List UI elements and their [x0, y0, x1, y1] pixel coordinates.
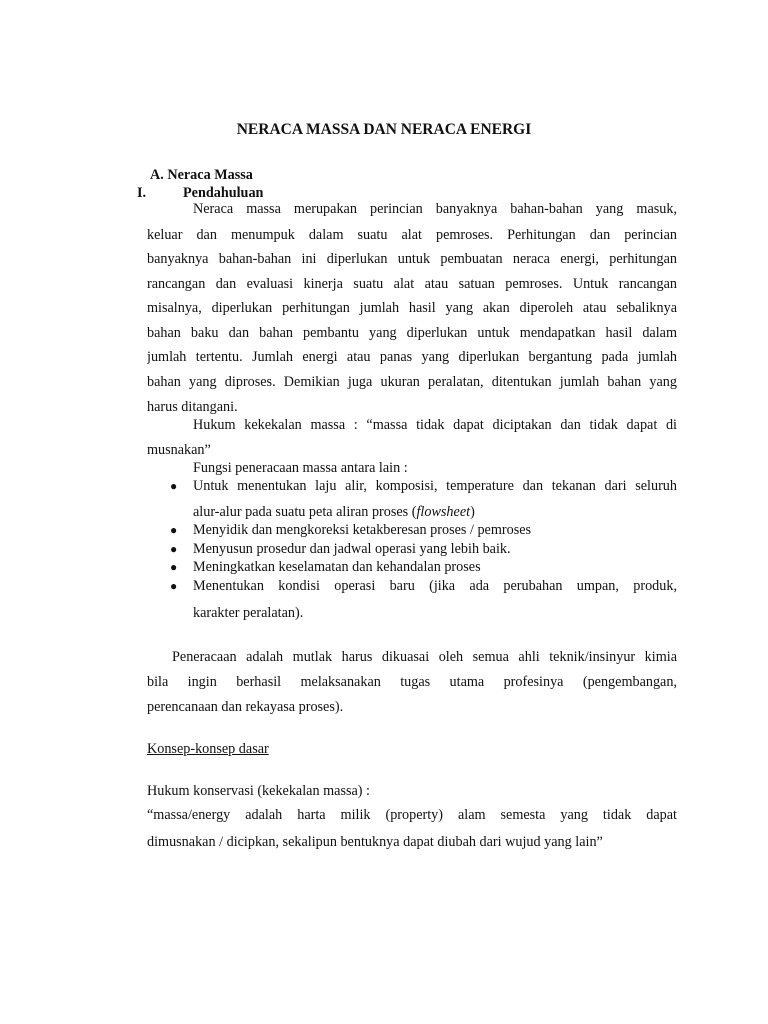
para2-line: Peneracaan adalah mutlak harus dikuasai oleh semua ahli teknik/insinyur kimia	[172, 649, 677, 665]
intro-line: rancangan dan evaluasi kinerja suatu alat atau satuan pemroses. Untuk rancangan	[147, 276, 677, 292]
intro-line: bahan baku dan bahan pembantu yang diperlukan untuk mendapatkan hasil dalam	[147, 325, 677, 341]
intro-line: harus ditangani.	[147, 399, 238, 415]
bullet-item: Menentukan kondisi operasi baru (jika ada perubahan umpan, produk,	[193, 578, 677, 594]
intro-line: keluar dan menumpuk dalam suatu alat pemroses. Perhitungan dan perincian	[147, 227, 677, 243]
bullet-item: Menyidik dan mengkoreksi ketakberesan proses / pemroses	[193, 522, 532, 538]
intro-line: misalnya, diperlukan perhitungan jumlah hasil yang akan diperoleh atau sebaliknya	[147, 300, 677, 316]
para2-line: bila ingin berhasil melaksanakan tugas utama profesinya (pengembangan,	[147, 674, 677, 690]
bullet-item-continuation: alur-alur pada suatu peta aliran proses (flowsheet)	[193, 504, 475, 520]
section-a-heading: A. Neraca Massa	[150, 167, 253, 183]
bullet-item: Menyusun prosedur dan jadwal operasi yang lebih baik.	[193, 541, 511, 557]
concepts-heading: Konsep-konsep dasar	[147, 741, 269, 757]
intro-line: bahan yang diproses. Demikian juga ukuran peralatan, ditentukan jumlah bahan yang	[147, 374, 677, 390]
flowsheet-term: flowsheet	[416, 504, 471, 520]
intro-line: banyaknya bahan-bahan ini diperlukan untuk pembuatan neraca energi, perhitungan	[147, 251, 677, 267]
conservation-heading: Hukum konservasi (kekekalan massa) :	[147, 783, 370, 799]
conservation-line: dimusnakan / dicipkan, sekalipun bentuknya dapat diubah dari wujud yang lain”	[147, 834, 603, 850]
para2-line: perencanaan dan rekayasa proses).	[147, 699, 344, 715]
section-i-number: I.	[137, 185, 147, 201]
bullet-item: Meningkatkan keselamatan dan kehandalan proses	[193, 559, 481, 575]
intro-line: Neraca massa merupakan perincian banyaknya bahan-bahan yang masuk,	[193, 201, 677, 217]
bullet-icon: ●	[170, 542, 178, 556]
section-i-title: Pendahuluan	[183, 185, 264, 201]
function-intro: Fungsi peneracaan massa antara lain :	[193, 460, 408, 476]
bullet-icon: ●	[170, 579, 178, 593]
intro-line: jumlah tertentu. Jumlah energi atau panas yang diperlukan bergantung pada jumlah	[147, 349, 677, 365]
bullet-icon: ●	[170, 560, 178, 574]
bullet-icon: ●	[170, 479, 178, 493]
law-line: musnakan”	[147, 442, 211, 458]
bullet-item-continuation: karakter peralatan).	[193, 605, 304, 621]
law-line: Hukum kekekalan massa : “massa tidak dapat diciptakan dan tidak dapat di	[193, 417, 677, 433]
bullet-icon: ●	[170, 523, 178, 537]
bullet-item: Untuk menentukan laju alir, komposisi, temperature dan tekanan dari seluruh	[193, 478, 677, 494]
page-title: NERACA MASSA DAN NERACA ENERGI	[236, 121, 532, 138]
conservation-line: “massa/energy adalah harta milik (property) alam semesta yang tidak dapat	[147, 807, 677, 823]
